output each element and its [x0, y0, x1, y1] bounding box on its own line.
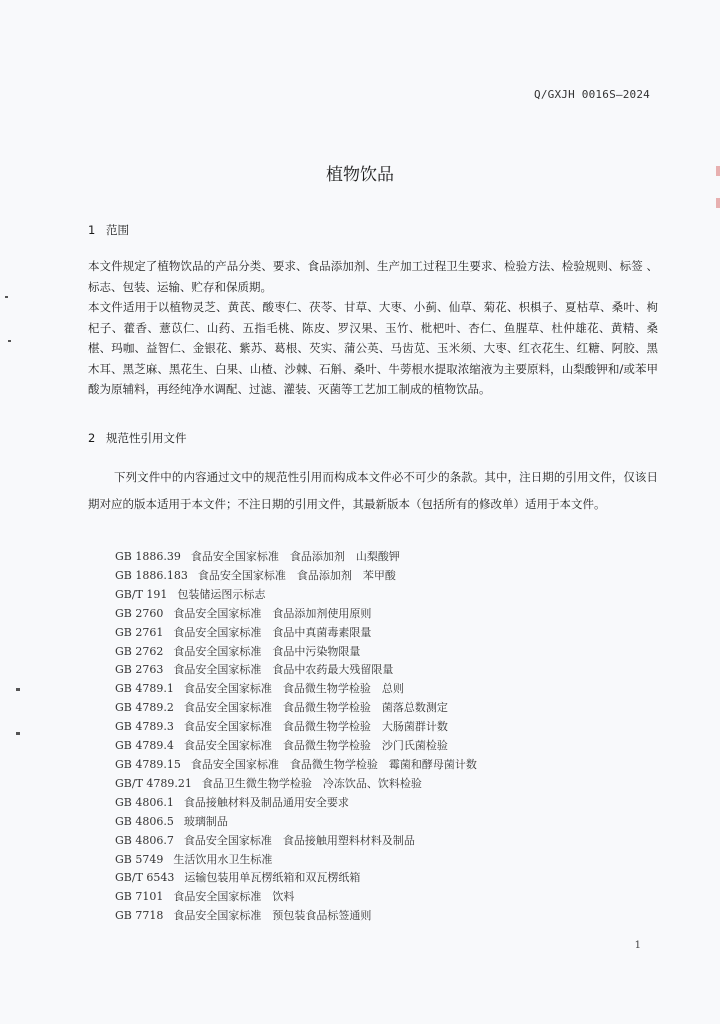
reference-title: 食品安全国家标准 食品中真菌毒素限量	[173, 625, 372, 639]
edge-mark	[716, 198, 720, 208]
scan-speck	[5, 296, 8, 298]
reference-item	[115, 586, 477, 605]
reference-item	[115, 813, 477, 832]
reference-code: GB 4789.3	[115, 720, 174, 734]
scan-speck	[8, 340, 11, 342]
reference-code: GB 4806.7	[115, 833, 174, 847]
reference-code: GB/T 6543	[115, 871, 175, 885]
reference-item	[115, 756, 477, 775]
reference-title: 包装储运图示标志	[177, 587, 266, 601]
reference-item	[115, 624, 477, 643]
reference-code: GB 7101	[115, 890, 164, 904]
reference-item	[115, 775, 477, 794]
reference-title: 食品安全国家标准 预包装食品标签通则	[173, 909, 372, 923]
section-title: 规范性引用文件	[106, 431, 187, 445]
section-2-intro	[88, 464, 658, 518]
reference-item	[115, 869, 477, 888]
reference-title: 玻璃制品	[183, 814, 228, 828]
section-2-heading	[88, 430, 187, 446]
reference-code: GB 4789.15	[115, 757, 181, 771]
reference-code: GB 4806.5	[115, 814, 174, 828]
reference-item	[115, 699, 477, 718]
reference-item	[115, 643, 477, 662]
paragraph: 本文件规定了植物饮品的产品分类、要求、食品添加剂、生产加工过程卫生要求、检验方法、检验规则、标签 、标志、包装、运输、贮存和保质期。	[88, 259, 658, 294]
reference-item	[115, 548, 477, 567]
paragraph: 下列文件中的内容通过文中的规范性引用而构成本文件必不可少的条款。其中，注日期的引用文件，仅该日期对应的版本适用于本文件；不注日期的引用文件，其最新版本（包括所有的修改单）适用于本文件。	[88, 470, 658, 511]
paragraph: 本文件适用于以植物灵芝、黄芪、酸枣仁、茯苓、甘草、大枣、小蓟、仙草、菊花、枳椇子、夏枯草、桑叶、枸杞子、藿香、薏苡仁、山药、五指毛桃、陈皮、罗汉果、玉竹、枇杷叶、杏仁、鱼腥草、杜仲雄花、黄精、桑椹、玛咖、益智仁、金银花、紫苏、葛根、芡实、蒲公英、马齿苋、玉米须、大枣、红衣花生、红糖、阿胶、黑木耳、黑芝麻、黑花生、白果、山楂、沙棘、石斛、桑叶、牛蒡根水提取浓缩液为主要原料，山梨酸钾和/或苯甲酸为原辅料，再经纯净水调配、过滤、灌装、灭菌等工艺加工制成的植物饮品。	[88, 300, 658, 396]
reference-title: 食品安全国家标准 食品中农药最大残留限量	[173, 663, 394, 677]
section-number: 2	[88, 431, 96, 445]
reference-title: 食品安全国家标准 食品添加剂使用原则	[173, 606, 372, 620]
reference-item	[115, 794, 477, 813]
reference-code: GB 2762	[115, 644, 164, 658]
reference-title: 食品安全国家标准 食品微生物学检验 霉菌和酵母菌计数	[190, 757, 477, 771]
reference-item	[115, 680, 477, 699]
reference-title: 运输包装用单瓦楞纸箱和双瓦楞纸箱	[184, 871, 361, 885]
reference-item	[115, 718, 477, 737]
reference-code: GB 2760	[115, 606, 164, 620]
reference-code: GB 4806.1	[115, 795, 174, 809]
reference-item	[115, 605, 477, 624]
reference-item	[115, 888, 477, 907]
reference-title: 食品安全国家标准 食品添加剂 山梨酸钾	[190, 550, 400, 563]
reference-code: GB 2761	[115, 625, 164, 639]
scan-speck	[16, 688, 20, 691]
reference-item	[115, 567, 477, 586]
reference-title: 食品安全国家标准 食品接触用塑料材料及制品	[183, 833, 415, 847]
reference-title: 食品安全国家标准 食品微生物学检验 沙门氏菌检验	[183, 739, 448, 753]
reference-title: 食品卫生微生物学检验 冷冻饮品、饮料检验	[201, 776, 422, 790]
reference-title: 食品安全国家标准 饮料	[173, 890, 295, 904]
reference-item	[115, 832, 477, 851]
reference-code: GB 7718	[115, 909, 164, 923]
reference-title: 食品安全国家标准 食品中污染物限量	[173, 644, 361, 658]
scan-speck	[16, 732, 20, 735]
reference-title: 食品接触材料及制品通用安全要求	[183, 795, 349, 809]
reference-item	[115, 907, 477, 926]
reference-code: GB 5749	[115, 852, 164, 866]
reference-code: GB 4789.1	[115, 682, 174, 696]
reference-item	[115, 851, 477, 870]
page-number: 1	[634, 940, 641, 951]
reference-title: 食品安全国家标准 食品微生物学检验 总则	[183, 682, 404, 696]
reference-code: GB 1886.183	[115, 568, 188, 582]
section-1-body	[88, 256, 658, 400]
reference-title: 食品安全国家标准 食品微生物学检验 菌落总数测定	[183, 701, 448, 715]
reference-code: GB/T 4789.21	[115, 776, 192, 790]
document-code: Q/GXJH 0016S—2024	[534, 88, 650, 101]
edge-mark	[716, 166, 720, 176]
reference-code: GB/T 191	[115, 587, 168, 601]
reference-code: GB 2763	[115, 663, 164, 677]
reference-item	[115, 737, 477, 756]
reference-list	[115, 548, 477, 926]
section-1-heading	[88, 222, 129, 238]
reference-title: 食品安全国家标准 食品微生物学检验 大肠菌群计数	[183, 720, 448, 734]
reference-item	[115, 661, 477, 680]
document-title: 植物饮品	[326, 165, 394, 185]
reference-title: 生活饮用水卫生标准	[173, 852, 273, 866]
reference-code: GB 4789.4	[115, 739, 174, 753]
reference-title: 食品安全国家标准 食品添加剂 苯甲酸	[197, 568, 396, 582]
section-title: 范围	[106, 223, 129, 237]
reference-code: GB 4789.2	[115, 701, 174, 715]
reference-code: GB 1886.39	[115, 550, 181, 563]
section-number: 1	[88, 223, 96, 237]
